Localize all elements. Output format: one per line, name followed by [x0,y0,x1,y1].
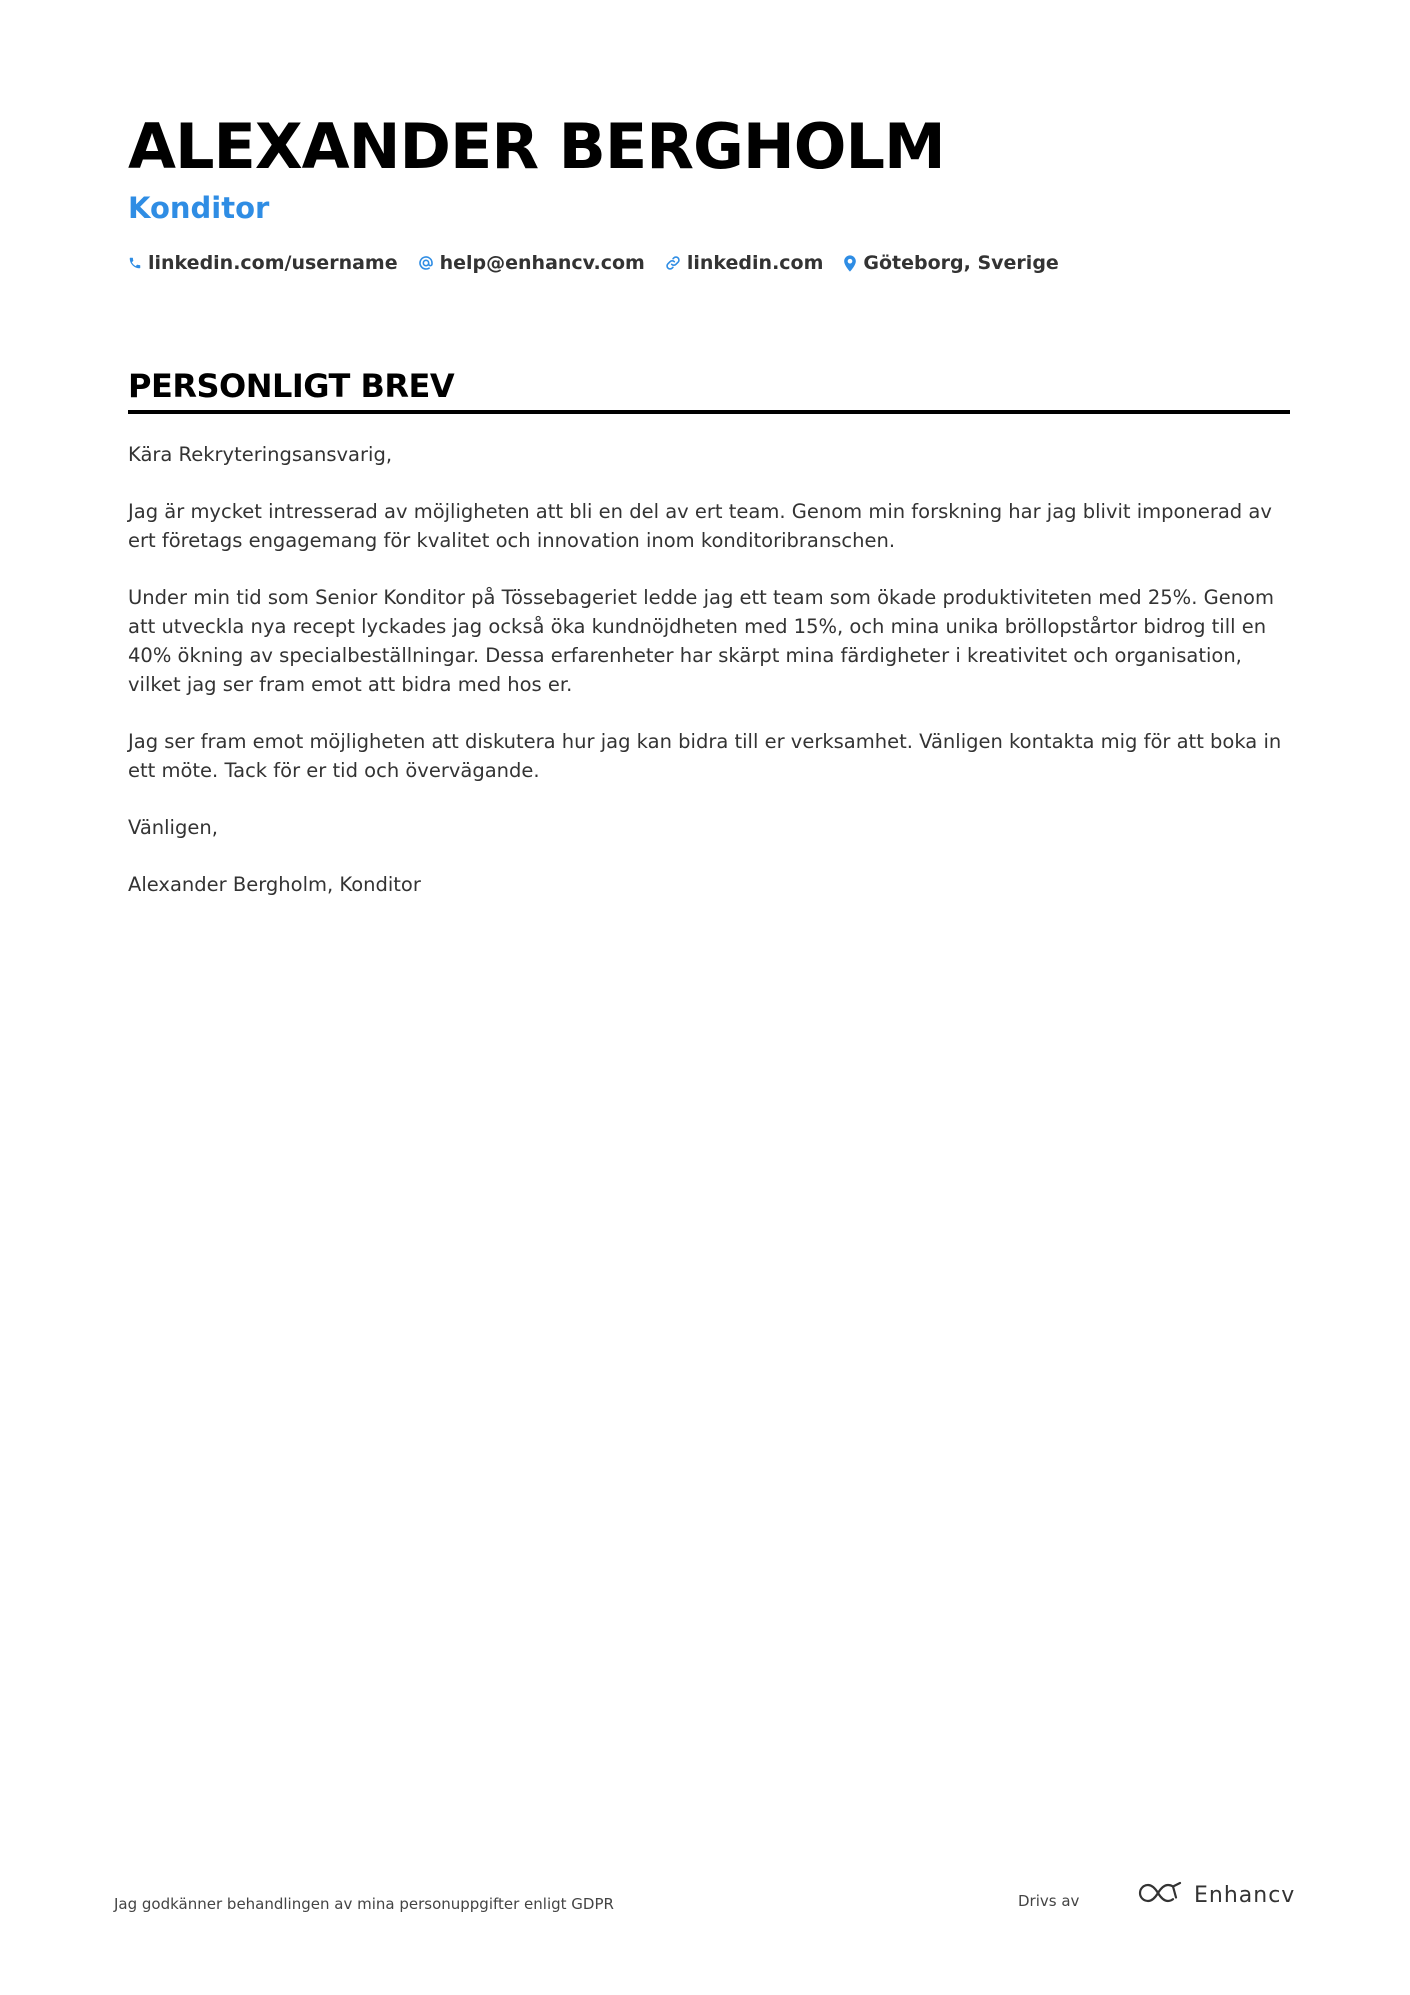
letter-closing: Vänligen, [128,816,218,839]
contact-bar [128,252,1059,274]
section-title: PERSONLIGT BREV [128,367,455,405]
candidate-name: ALEXANDER BERGHOLM [128,110,945,183]
contact-website-text: linkedin.com [686,252,824,274]
link-icon [665,255,681,271]
letter-paragraph: Under min tid som Senior Konditor på Tössebageriet ledde jag ett team som ökade produktiviteten med 25%. Genom att utveckla nya recept lyckades jag också öka kundnöjdheten med 15%, och mina unika bröllopstårtor bidrog till en 40% ökning av specialbeställningar. Dessa erfarenheter har skärpt mina färdigheter i kreativitet och organisation, vilket jag ser fram emot att bidra med hos er. [128,586,1274,696]
contact-phone-text: linkedin.com/username [148,252,398,274]
contact-email[interactable] [418,252,645,274]
letter-paragraph: Jag ser fram emot möjligheten att diskutera hur jag kan bidra till er verksamhet. Vänligen kontakta mig för att boka in ett möte. Tack för er tid och övervägande. [128,730,1282,782]
gdpr-consent-text: Jag godkänner behandlingen av mina personuppgifter enligt GDPR [114,1895,614,1913]
contact-website[interactable] [665,252,824,274]
enhancv-brand-link[interactable] [1138,1881,1295,1909]
letter-body [128,440,1290,927]
powered-by-text: Drivs av [1018,1892,1080,1910]
enhancv-logo-icon [1138,1881,1184,1909]
letter-paragraph: Jag är mycket intresserad av möjligheten att bli en del av ert team. Genom min forskning har jag blivit imponerad av ert företags engagemang för kvalitet och innovation inom konditoribranschen. [128,500,1272,552]
phone-icon [128,255,142,271]
brand-name: Enhancv [1194,1882,1296,1908]
at-icon [418,255,434,271]
contact-location-text: Göteborg, Sverige [863,252,1059,274]
location-pin-icon [843,255,857,272]
contact-phone[interactable] [128,252,398,274]
letter-signature: Alexander Bergholm, Konditor [128,873,421,896]
contact-email-text: help@enhancv.com [439,252,645,274]
candidate-role: Konditor [128,191,270,225]
section-divider [128,410,1290,414]
letter-greeting: Kära Rekryteringsansvarig, [128,443,393,466]
contact-location [843,252,1058,274]
